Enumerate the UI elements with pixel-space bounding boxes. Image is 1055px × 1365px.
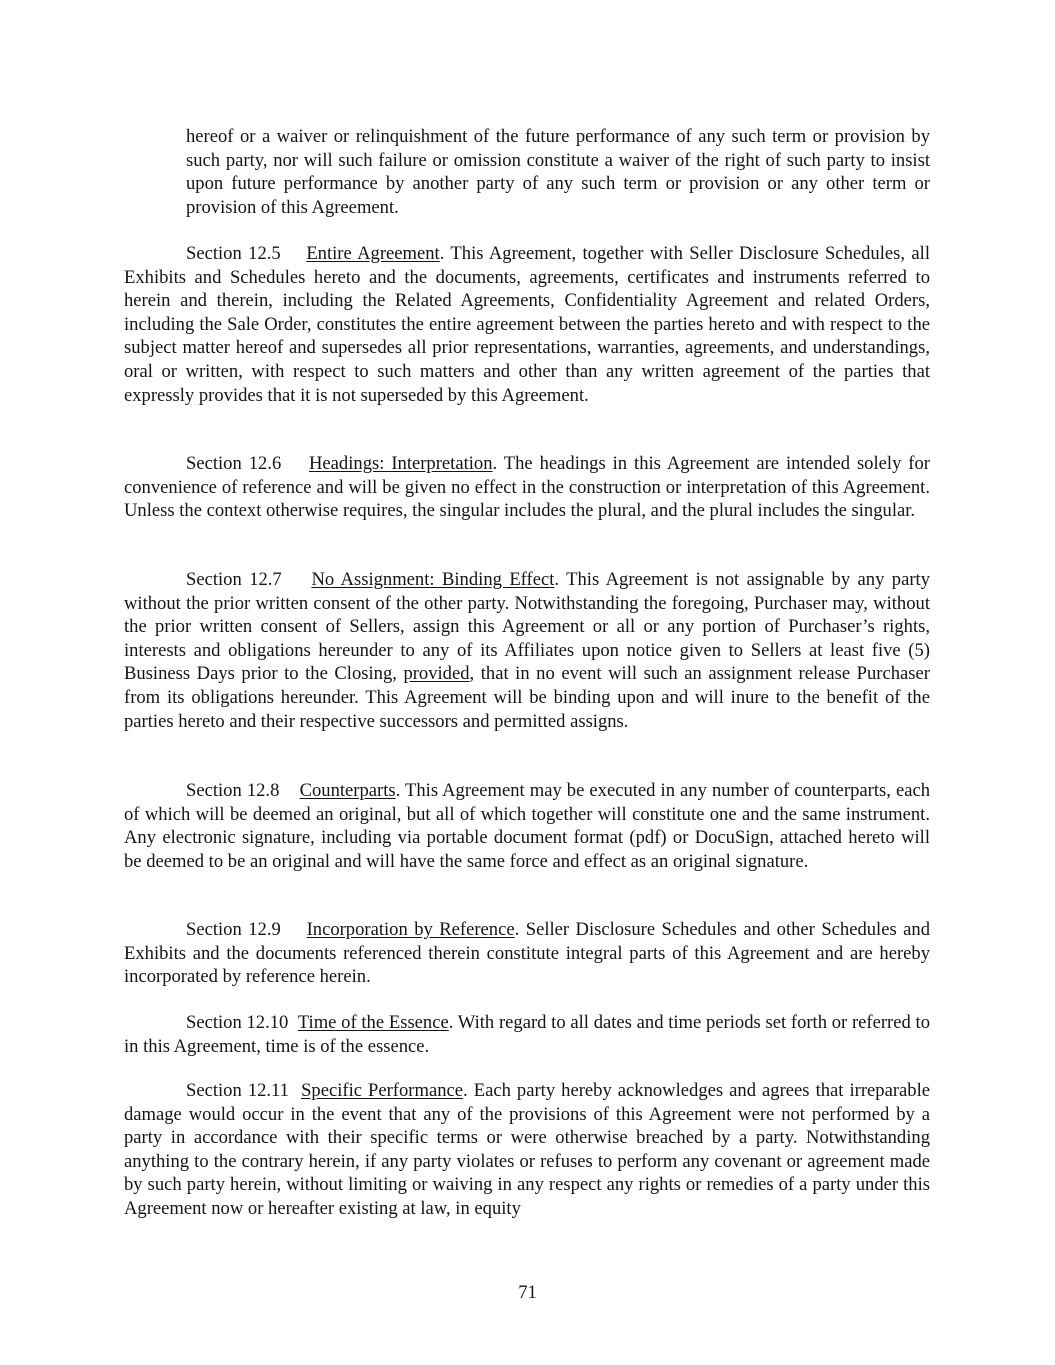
section-title: Headings: Interpretation [309,453,493,474]
section-12-7-paragraph [124,568,930,733]
section-number: Section 12.9 [186,919,281,940]
section-body: . This Agreement may be executed in any number of counterparts, each of which will be deemed an original, but all of which together will constitute one and the same instrument. Any electronic signature, including via portable document format (pdf) or DocuSign, attached hereto will be deemed to be an original and will have the same force and effect as an original signature. [124,780,931,872]
section-number: Section 12.8 [186,780,280,801]
section-12-6-paragraph [124,452,930,523]
section-body: . This Agreement, together with Seller Disclosure Schedules, all Exhibits and Schedules hereto and the documents, agreements, certificates and instruments referred to herein and therein, including the Related Agreements, Confidentiality Agreement and related Orders, including the Sale Order, constitutes the entire agreement between the parties hereto and with respect to the subject matter hereof and supersedes all prior representations, warranties, agreements, and understandings, oral or written, with respect to such matters and other than any written agreement of the parties that expressly provides that it is not superseded by this Agreement. [124,243,930,406]
section-body: . With regard to all dates and time periods set forth or referred to in this Agreement, time is of the essence. [124,1012,931,1057]
section-body: . Seller Disclosure Schedules and other Schedules and Exhibits and the documents referenced therein constitute integral parts of this Agreement and are hereby incorporated by reference herein. [124,919,931,988]
section-body: . The headings in this Agreement are intended solely for convenience of reference and will be given no effect in the construction or interpretation of this Agreement. Unless the context otherwise requires, the singular includes the plural, and the plural includes the singular. [124,453,930,522]
section-body: . Each party hereby acknowledges and agrees that irreparable damage would occur in the event that any of the provisions of this Agreement were not performed by a party in accordance with their specific terms or were otherwise breached by a party. Notwithstanding anything to the contrary herein, if any party violates or refuses to perform any covenant or agreement made by such party herein, without limiting or waiving in any respect any rights or remedies of a party under this Agreement now or hereafter existing at law, in equity [124,1080,930,1219]
continuation-paragraph: hereof or a waiver or relinquishment of the future performance of any such term or provision by such party, nor will such failure or omission constitute a waiver of the right of such party to insist upon future performance by another party of any such term or provision or any other term or provision of this Agreement. [186,126,930,218]
section-12-11-paragraph [124,1079,930,1221]
section-body: . This Agreement is not assignable by any party without the prior written consent of the other party. Notwithstanding the foregoing, Purchaser may, without the prior written consent of Sellers, assign this Agreement or all or any portion of Purchaser’s rights, interests and obligations hereunder to any of its Affiliates upon notice given to Sellers at least five (5) Business Days prior to the Closing, [124,569,931,685]
section-number: Section 12.6 [186,453,282,474]
section-title: No Assignment: Binding Effect [311,569,555,590]
section-number: Section 12.10 [186,1012,289,1033]
section-number: Section 12.11 [186,1080,289,1101]
section-12-10-paragraph [124,1011,930,1058]
provided-term: provided [403,663,470,685]
section-title: Incorporation by Reference [306,919,515,940]
section-12-8-paragraph [124,779,930,873]
section-title: Specific Performance [301,1080,464,1101]
section-title: Entire Agreement [306,243,440,264]
section-12-5-paragraph [124,242,930,407]
page-number: 71 [518,1282,537,1303]
section-title: Counterparts [299,780,396,801]
section-12-9-paragraph [124,918,930,989]
section-number: Section 12.7 [186,569,282,590]
section-number: Section 12.5 [186,243,281,264]
section-title: Time of the Essence [297,1012,449,1033]
section-body-tail: , that in no event will such an assignment release Purchaser from its obligations hereunder. This Agreement will be binding upon and will inure to the benefit of the parties hereto and their respective successors and permitted assigns. [124,663,930,732]
